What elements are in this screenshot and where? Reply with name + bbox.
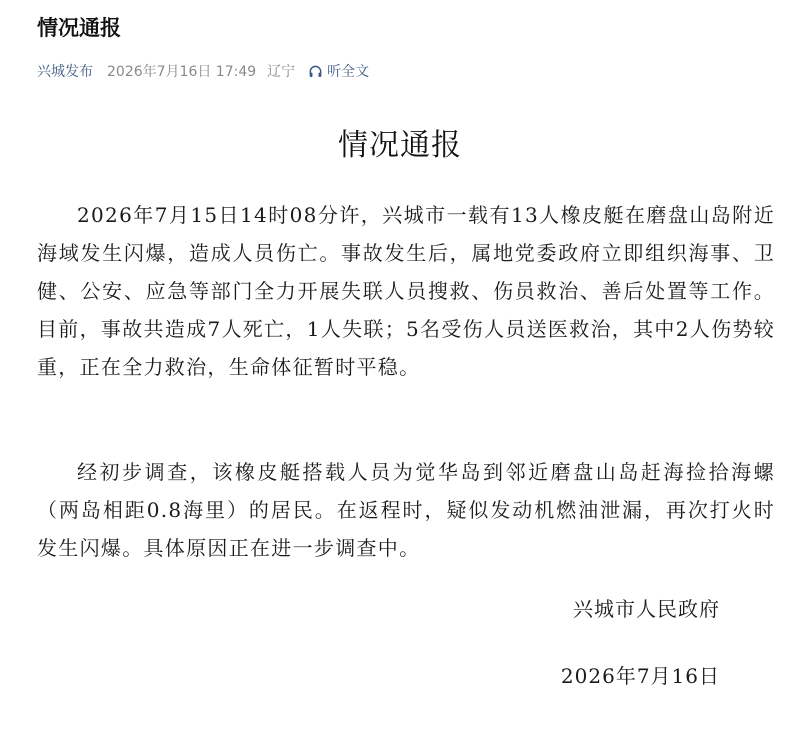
listen-full-button[interactable]	[308, 61, 369, 81]
region-label: 辽宁	[267, 64, 296, 80]
publish-datetime: 2026年7月16日 17:49	[107, 64, 257, 80]
article-meta	[37, 61, 369, 81]
issue-date: 2026年7月16日	[560, 664, 720, 688]
page-title: 情况通报	[37, 16, 121, 40]
listen-label: 听全文	[327, 64, 370, 80]
body-paragraph: 2026年7月15日14时08分许，兴城市一载有13人橡皮艇在磨盘山岛附近海域发生闪爆，造成人员伤亡。事故发生后，属地党委政府立即组织海事、卫健、公安、应急等部门全力开展失联人员搜救、伤员救治、善后处置等工作。目前，事故共造成7人死亡，1人失联；5名受伤人员送医救治，其中2人伤势较重，正在全力救治，生命体征暂时平稳。	[37, 203, 775, 379]
document-title: 情况通报	[338, 128, 462, 163]
source-link[interactable]: 兴城发布	[37, 64, 93, 80]
headphones-icon	[308, 64, 323, 79]
issuer-signature: 兴城市人民政府	[573, 597, 720, 621]
body-paragraph: 经初步调查，该橡皮艇搭载人员为觉华岛到邻近磨盘山岛赶海捡拾海螺（两岛相距0.8海里）的居民。在返程时，疑似发动机燃油泄漏，再次打火时发生闪爆。具体原因正在进一步调查中。	[37, 460, 775, 560]
